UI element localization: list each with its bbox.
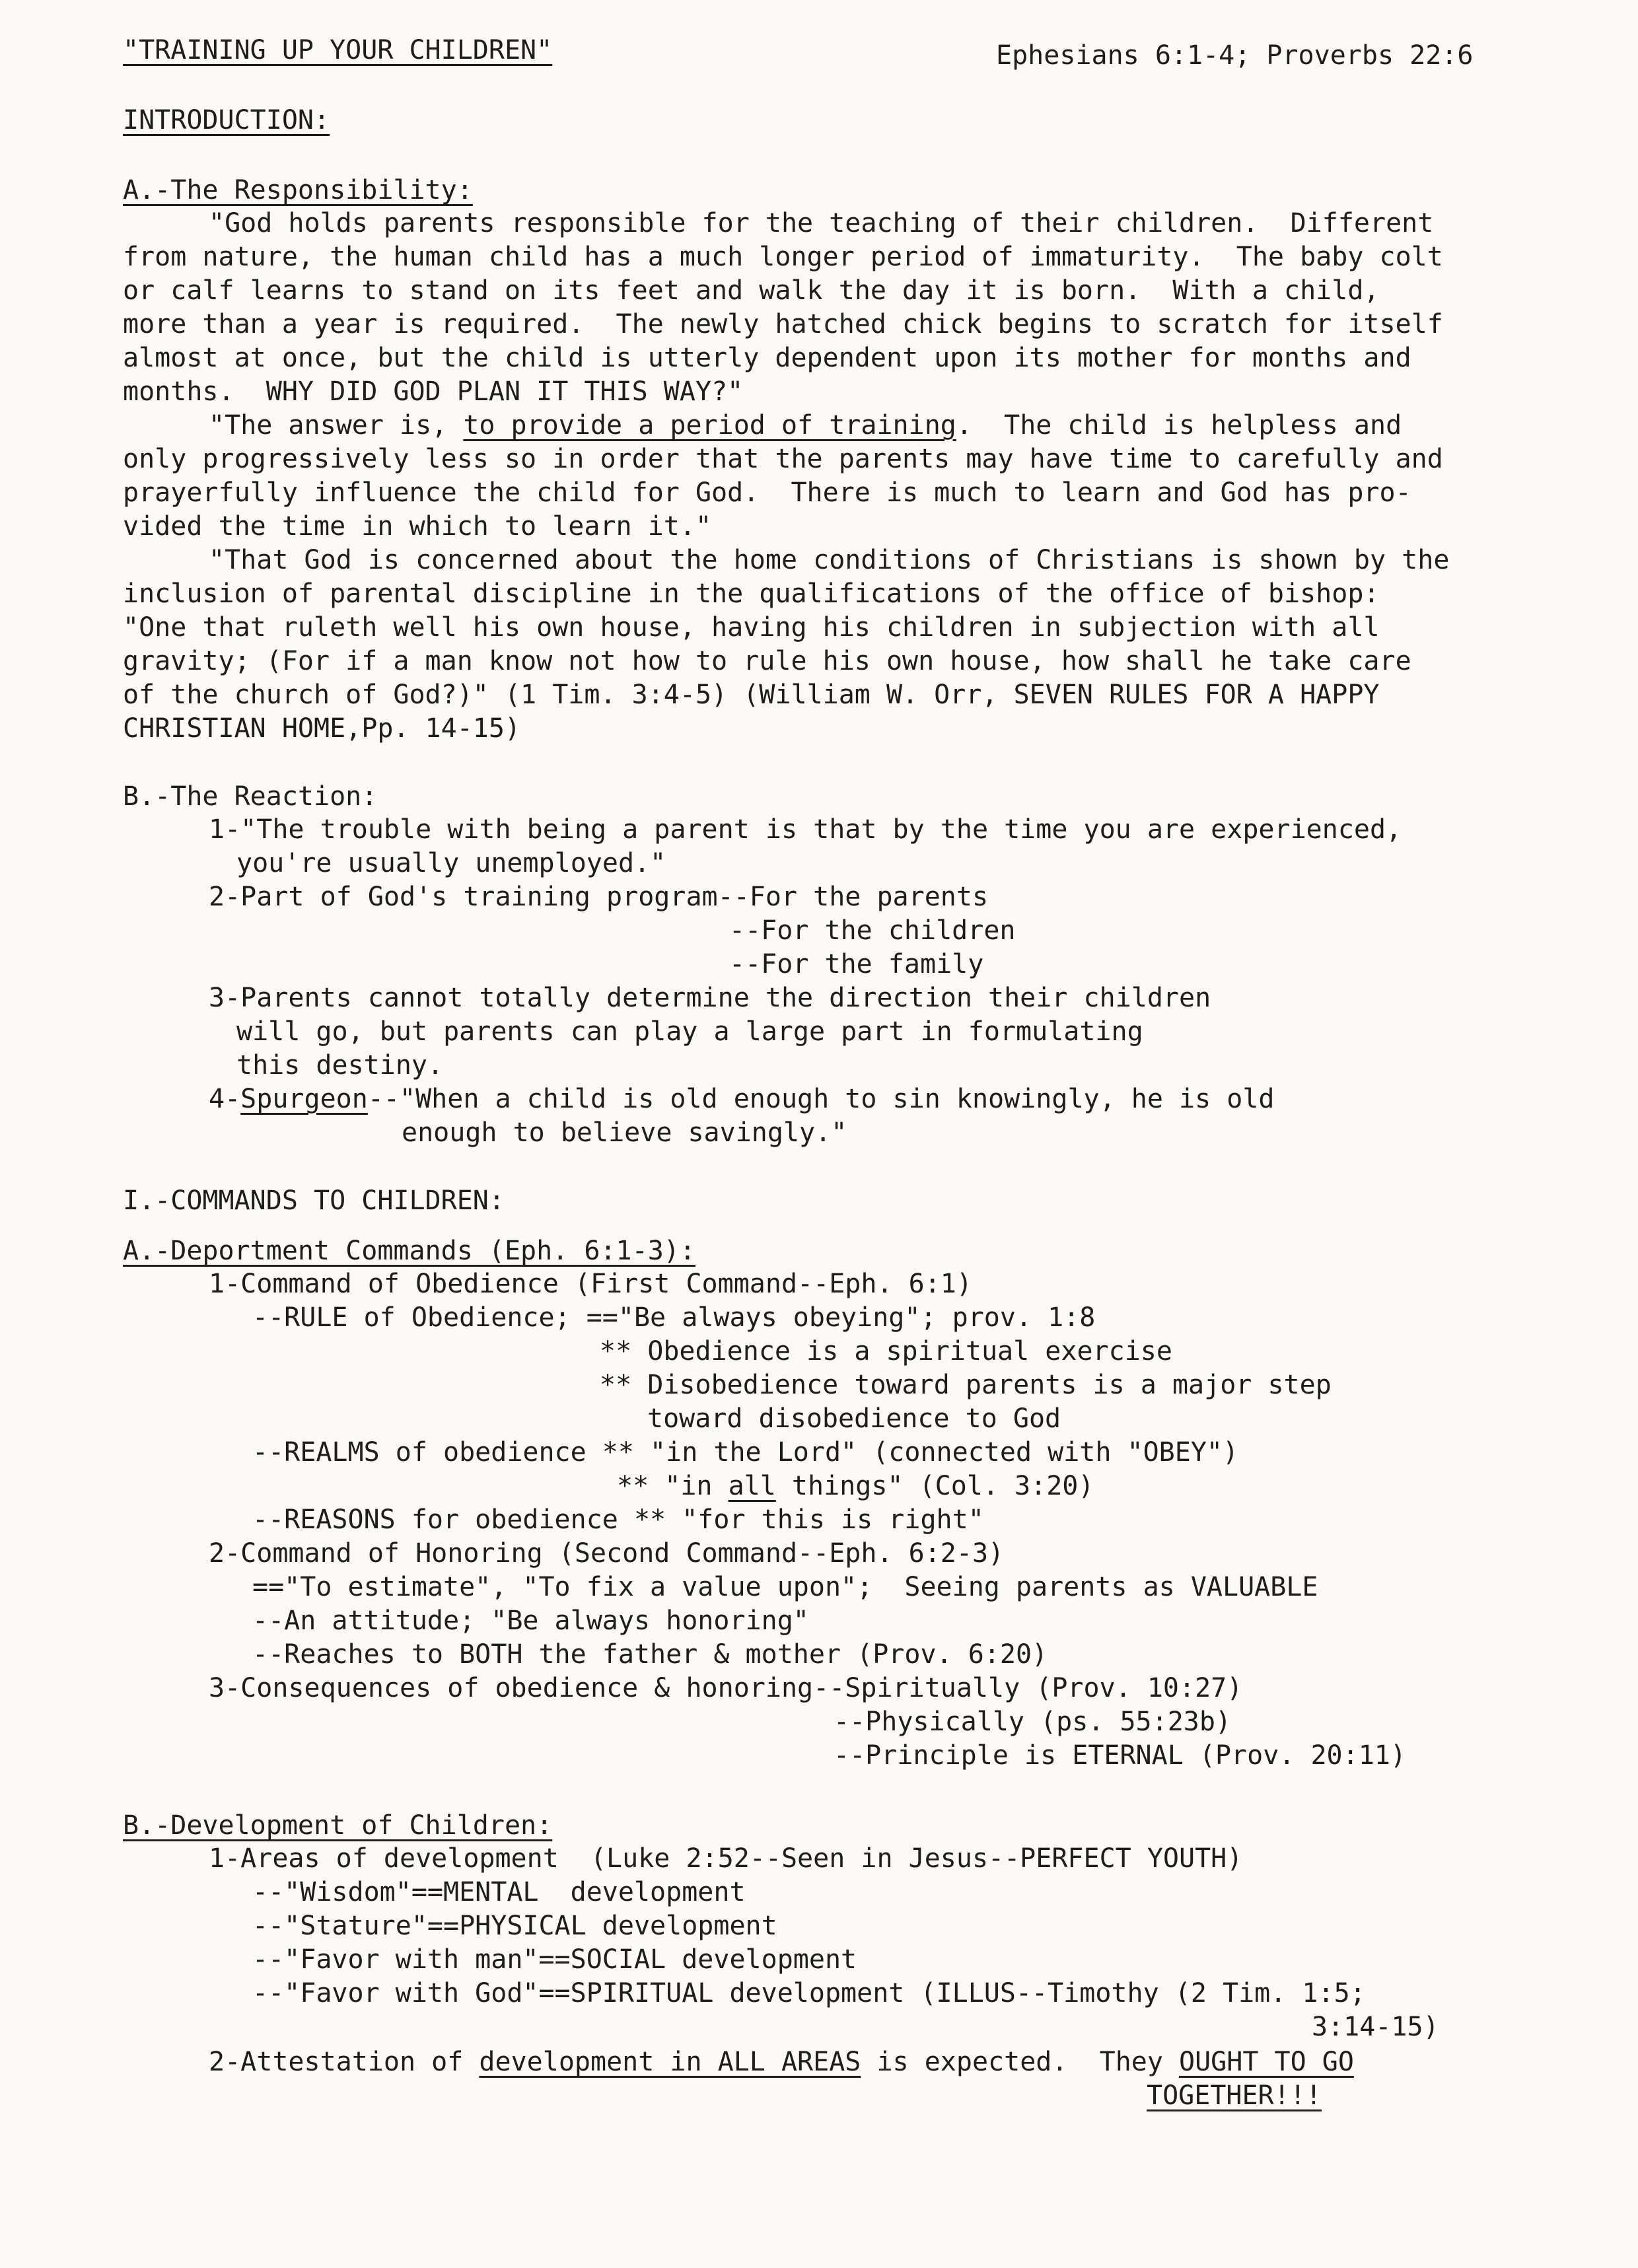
paragraph-line: of the church of God?)" (1 Tim. 3:4-5) (William W. Orr, SEVEN RULES FOR A HAPPY bbox=[123, 680, 1380, 710]
text-run: ** "in bbox=[617, 1471, 729, 1501]
text-run: "The answer is, bbox=[209, 410, 464, 441]
outline-line: --Principle is ETERNAL (Prov. 20:11) bbox=[834, 1740, 1406, 1771]
development-heading: B.-Development of Children: bbox=[123, 1810, 553, 1841]
reaction-item: --For the family bbox=[729, 949, 984, 979]
reaction-item: 2-Part of God's training program--For the parents bbox=[209, 882, 989, 912]
reaction-item: will go, but parents can play a large part in formulating bbox=[236, 1016, 1143, 1047]
underlined-name: Spurgeon bbox=[240, 1084, 368, 1114]
outline-line bbox=[617, 1473, 1094, 1499]
outline-line: =="To estimate", "To fix a value upon"; Seeing parents as VALUABLE bbox=[252, 1572, 1318, 1602]
paragraph-line: CHRISTIAN HOME,Pp. 14-15) bbox=[123, 713, 521, 744]
reaction-item: 1-"The trouble with being a parent is that by the time you are experienced, bbox=[209, 814, 1402, 845]
paragraph-line: almost at once, but the child is utterly dependent upon its mother for months and bbox=[123, 343, 1411, 373]
paragraph-line: more than a year is required. The newly hatched chick begins to scratch for itself bbox=[123, 309, 1443, 339]
underlined-phrase: to provide a period of training bbox=[463, 410, 956, 441]
outline-line bbox=[209, 2049, 1354, 2075]
underlined-phrase: TOGETHER!!! bbox=[1147, 2080, 1322, 2111]
section-heading: I.-COMMANDS TO CHILDREN: bbox=[123, 1186, 505, 1216]
outline-line: 1-Areas of development (Luke 2:52--Seen in Jesus--PERFECT YOUTH) bbox=[209, 1843, 1243, 1874]
reaction-item: enough to believe savingly." bbox=[402, 1117, 847, 1148]
underlined-phrase: development in ALL AREAS bbox=[479, 2047, 861, 2077]
outline-line: --REASONS for obedience ** "for this is right" bbox=[252, 1505, 984, 1535]
underlined-word: all bbox=[728, 1471, 776, 1501]
outline-line: --Reaches to BOTH the father & mother (Prov. 6:20) bbox=[252, 1639, 1048, 1670]
outline-line: --"Favor with man"==SOCIAL development bbox=[252, 1944, 857, 1975]
text-run: things" (Col. 3:20) bbox=[775, 1471, 1094, 1501]
outline-line: --"Wisdom"==MENTAL development bbox=[252, 1877, 746, 1907]
responsibility-heading: A.-The Responsibility: bbox=[123, 175, 473, 205]
reaction-item: you're usually unemployed." bbox=[236, 848, 666, 878]
reaction-item: 3-Parents cannot totally determine the direction their children bbox=[209, 983, 1211, 1013]
introduction-heading: INTRODUCTION: bbox=[123, 105, 330, 135]
outline-line: --RULE of Obedience; =="Be always obeying"; prov. 1:8 bbox=[252, 1302, 1096, 1333]
underlined-phrase: OUGHT TO GO bbox=[1179, 2047, 1354, 2077]
outline-line: --"Stature"==PHYSICAL development bbox=[252, 1911, 777, 1941]
paragraph-line: from nature, the human child has a much longer period of immaturity. The baby colt bbox=[123, 242, 1443, 272]
outline-line: --Physically (ps. 55:23b) bbox=[834, 1707, 1232, 1737]
outline-line: ** Disobedience toward parents is a major step bbox=[600, 1370, 1332, 1400]
text-run: 4- bbox=[209, 1084, 241, 1114]
paragraph-line: months. WHY DID GOD PLAN IT THIS WAY?" bbox=[123, 376, 744, 407]
outline-line: --REALMS of obedience ** "in the Lord" (connected with "OBEY") bbox=[252, 1437, 1239, 1468]
outline-line: 3:14-15) bbox=[1312, 2012, 1439, 2042]
paragraph-line: gravity; (For if a man know not how to rule his own house, how shall he take care bbox=[123, 646, 1411, 676]
text-run: --"When a child is old enough to sin knowingly, he is old bbox=[367, 1084, 1275, 1114]
outline-line: toward disobedience to God bbox=[647, 1403, 1061, 1434]
sermon-title: "TRAINING UP YOUR CHILDREN" bbox=[123, 35, 553, 65]
paragraph-line: or calf learns to stand on its feet and walk the day it is born. With a child, bbox=[123, 275, 1380, 306]
paragraph-line: "That God is concerned about the home conditions of Christians is shown by the bbox=[209, 545, 1450, 575]
paragraph-line: "God holds parents responsible for the teaching of their children. Different bbox=[209, 208, 1434, 238]
reaction-item: --For the children bbox=[729, 915, 1016, 946]
paragraph-line bbox=[209, 412, 1402, 439]
reaction-item bbox=[209, 1086, 1275, 1112]
text-run: 2-Attestation of bbox=[209, 2047, 480, 2077]
outline-line: 2-Command of Honoring (Second Command--Eph. 6:2-3) bbox=[209, 1538, 1005, 1569]
outline-line: ** Obedience is a spiritual exercise bbox=[600, 1336, 1172, 1366]
outline-line: 3-Consequences of obedience & honoring--Spiritually (Prov. 10:27) bbox=[209, 1673, 1243, 1703]
deportment-heading: A.-Deportment Commands (Eph. 6:1-3): bbox=[123, 1236, 695, 1266]
paragraph-line: vided the time in which to learn it." bbox=[123, 511, 712, 542]
text-run: . The child is helpless and bbox=[956, 410, 1402, 441]
outline-line: 1-Command of Obedience (First Command--Eph. 6:1) bbox=[209, 1269, 972, 1299]
text-run: is expected. They bbox=[861, 2047, 1180, 2077]
paragraph-line: "One that ruleth well his own house, having his children in subjection with all bbox=[123, 612, 1380, 643]
reaction-item: this destiny. bbox=[236, 1050, 444, 1081]
paragraph-line: prayerfully influence the child for God. There is much to learn and God has pro- bbox=[123, 478, 1411, 508]
paragraph-line: only progressively less so in order that the parents may have time to carefully and bbox=[123, 444, 1443, 474]
paragraph-line: inclusion of parental discipline in the qualifications of the office of bishop: bbox=[123, 579, 1380, 609]
reaction-heading: B.-The Reaction: bbox=[123, 781, 378, 812]
outline-line: --An attitude; "Be always honoring" bbox=[252, 1606, 809, 1636]
scripture-reference: Ephesians 6:1-4; Proverbs 22:6 bbox=[996, 40, 1474, 71]
outline-line: --"Favor with God"==SPIRITUAL development (ILLUS--Timothy (2 Tim. 1:5; bbox=[252, 1978, 1366, 2008]
